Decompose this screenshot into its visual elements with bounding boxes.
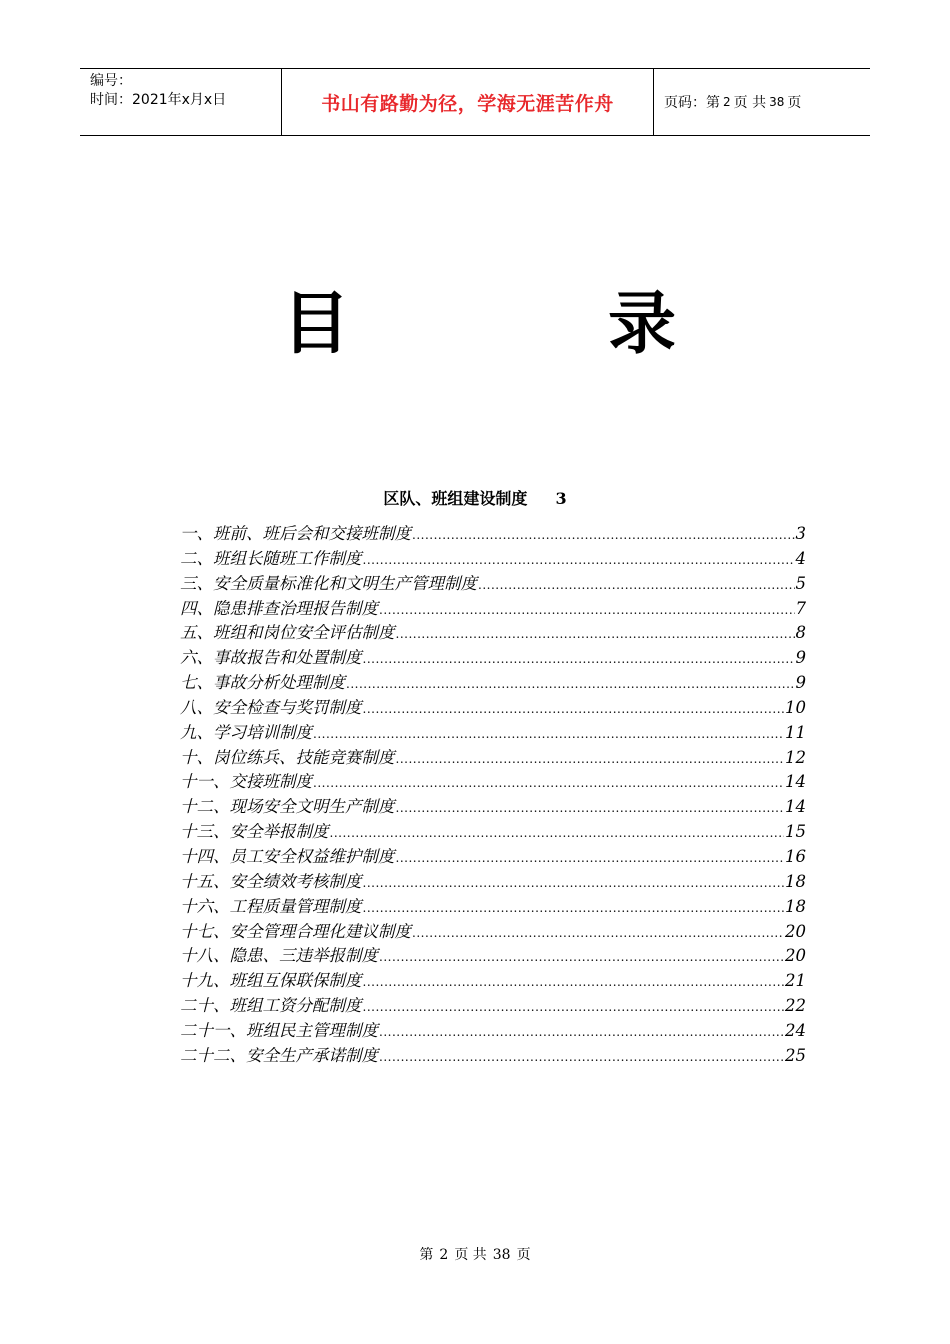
toc-entry[interactable] xyxy=(180,545,806,570)
toc-entry-page: 4 xyxy=(795,548,806,568)
toc-leader-dots xyxy=(363,876,785,890)
toc-entry[interactable] xyxy=(180,1042,806,1067)
toc-leader-dots xyxy=(379,1025,784,1039)
toc-entry-title: 二十一、班组民主管理制度 xyxy=(180,1020,378,1040)
toc-leader-dots xyxy=(396,801,785,815)
toc-leader-dots xyxy=(363,901,785,915)
header-page-current: 2 xyxy=(723,95,731,109)
toc-entry[interactable] xyxy=(180,520,806,545)
toc-entry-page: 20 xyxy=(785,946,806,966)
header-page-label: 页码：第 xyxy=(664,95,720,111)
toc-entry[interactable] xyxy=(180,843,806,868)
footer-page-current: 2 xyxy=(439,1247,449,1263)
toc-leader-dots xyxy=(379,1050,784,1064)
toc-entry-title: 十八、隐患、三违举报制度 xyxy=(180,946,378,966)
toc-entry-page: 7 xyxy=(795,598,806,618)
toc-heading xyxy=(0,285,950,365)
toc-leader-dots xyxy=(346,677,795,691)
toc-entry-page: 21 xyxy=(785,971,806,991)
toc-entry-page: 20 xyxy=(785,921,806,941)
toc-entry[interactable] xyxy=(180,868,806,893)
toc-entry[interactable] xyxy=(180,719,806,744)
toc-entry-page: 18 xyxy=(785,871,806,891)
footer-suffix: 页 xyxy=(516,1247,531,1263)
toc-entry-title: 十、岗位练兵、技能竞赛制度 xyxy=(180,747,395,767)
toc-entry-title: 十五、安全绩效考核制度 xyxy=(180,871,362,891)
toc-entry-page: 3 xyxy=(795,524,806,543)
toc-entry-title: 十一、交接班制度 xyxy=(180,772,312,792)
toc-leader-dots xyxy=(330,826,785,840)
section-page-number: 3 xyxy=(555,489,567,508)
toc-entry[interactable] xyxy=(180,595,806,620)
toc-entry-title: 十九、班组互保联保制度 xyxy=(180,971,362,991)
toc-leader-dots xyxy=(363,652,795,666)
toc-entry-title: 四、隐患排查治理报告制度 xyxy=(180,598,378,618)
toc-entry-page: 8 xyxy=(795,623,806,643)
toc-entry-page: 11 xyxy=(785,722,806,742)
footer-page-total: 38 xyxy=(492,1247,511,1263)
toc-entry-page: 9 xyxy=(795,673,806,693)
toc-entry-title: 十二、现场安全文明生产制度 xyxy=(180,797,395,817)
toc-entry[interactable] xyxy=(180,570,806,595)
section-title: 区队、班组建设制度 xyxy=(383,489,528,508)
toc-entry-page: 18 xyxy=(785,896,806,916)
toc-entry[interactable] xyxy=(180,619,806,644)
toc-entry[interactable] xyxy=(180,793,806,818)
toc-entry-title: 六、事故报告和处置制度 xyxy=(180,648,362,668)
toc-entry-title: 十七、安全管理合理化建议制度 xyxy=(180,921,411,941)
header-page-total: 38 xyxy=(769,95,785,109)
toc-entry[interactable] xyxy=(180,918,806,943)
toc-entry[interactable] xyxy=(180,768,806,793)
toc-section-heading[interactable] xyxy=(0,487,950,511)
toc-leader-dots xyxy=(478,578,795,592)
footer-prefix: 第 xyxy=(419,1247,434,1263)
toc-entry-title: 十三、安全举报制度 xyxy=(180,822,329,842)
toc-entry-title: 二十、班组工资分配制度 xyxy=(180,996,362,1016)
header-meta xyxy=(80,69,282,135)
toc-leader-dots xyxy=(363,553,795,567)
toc-entry-title: 一、班前、班后会和交接班制度 xyxy=(180,524,411,543)
toc-entry-page: 14 xyxy=(785,797,806,817)
toc-entry-page: 9 xyxy=(795,648,806,668)
toc-entry-title: 七、事故分析处理制度 xyxy=(180,673,345,693)
toc-entry[interactable] xyxy=(180,694,806,719)
toc-leader-dots xyxy=(412,926,784,940)
toc-entry[interactable] xyxy=(180,669,806,694)
toc-entry-title: 九、学习培训制度 xyxy=(180,722,312,742)
toc-heading-char-1: 目 xyxy=(282,285,351,364)
toc-entry-title: 八、安全检查与奖罚制度 xyxy=(180,697,362,717)
toc-leader-dots xyxy=(379,950,784,964)
toc-leader-dots xyxy=(396,627,795,641)
toc-leader-dots xyxy=(396,851,785,865)
toc-entry-title: 十六、工程质量管理制度 xyxy=(180,896,362,916)
toc-entry-page: 5 xyxy=(795,573,806,593)
toc-entry-page: 25 xyxy=(785,1045,806,1065)
toc-leader-dots xyxy=(396,752,785,766)
toc-entry-page: 22 xyxy=(785,996,806,1016)
toc-heading-char-2: 录 xyxy=(608,285,677,364)
toc-entry[interactable] xyxy=(180,744,806,769)
toc-entry-title: 十四、员工安全权益维护制度 xyxy=(180,846,395,866)
header-motto: 书山有路勤为径，学海无涯苦作舟 xyxy=(282,69,654,135)
toc-entry[interactable] xyxy=(180,644,806,669)
toc-entry-title: 二十二、安全生产承诺制度 xyxy=(180,1045,378,1065)
toc-list xyxy=(180,520,806,1067)
toc-entry-page: 16 xyxy=(785,846,806,866)
page-footer xyxy=(0,1245,950,1265)
page-header xyxy=(80,68,870,136)
toc-entry-title: 二、班组长随班工作制度 xyxy=(180,548,362,568)
toc-entry[interactable] xyxy=(180,942,806,967)
toc-leader-dots xyxy=(313,727,784,741)
toc-entry-page: 12 xyxy=(785,747,806,767)
header-page-info xyxy=(654,69,870,135)
toc-entry-title: 五、班组和岗位安全评估制度 xyxy=(180,623,395,643)
toc-leader-dots xyxy=(363,702,785,716)
toc-entry-title: 三、安全质量标准化和文明生产管理制度 xyxy=(180,573,477,593)
document-number-label: 编号： xyxy=(90,73,132,89)
toc-leader-dots xyxy=(412,528,795,542)
toc-entry-page: 14 xyxy=(785,772,806,792)
toc-leader-dots xyxy=(363,975,785,989)
toc-leader-dots xyxy=(363,1000,785,1014)
toc-entry[interactable] xyxy=(180,1017,806,1042)
header-page-suffix: 页 xyxy=(787,95,802,111)
toc-entry[interactable] xyxy=(180,992,806,1017)
toc-leader-dots xyxy=(379,603,795,617)
document-time-label: 时间：2021年x月x日 xyxy=(90,92,227,108)
toc-leader-dots xyxy=(313,776,784,790)
toc-entry-page: 15 xyxy=(785,822,806,842)
header-page-mid: 页 共 xyxy=(733,95,767,111)
toc-entry-page: 24 xyxy=(785,1020,806,1040)
toc-entry[interactable] xyxy=(180,967,806,992)
toc-entry[interactable] xyxy=(180,818,806,843)
toc-entry-page: 10 xyxy=(785,697,806,717)
toc-entry[interactable] xyxy=(180,893,806,918)
footer-mid: 页 共 xyxy=(454,1247,487,1263)
